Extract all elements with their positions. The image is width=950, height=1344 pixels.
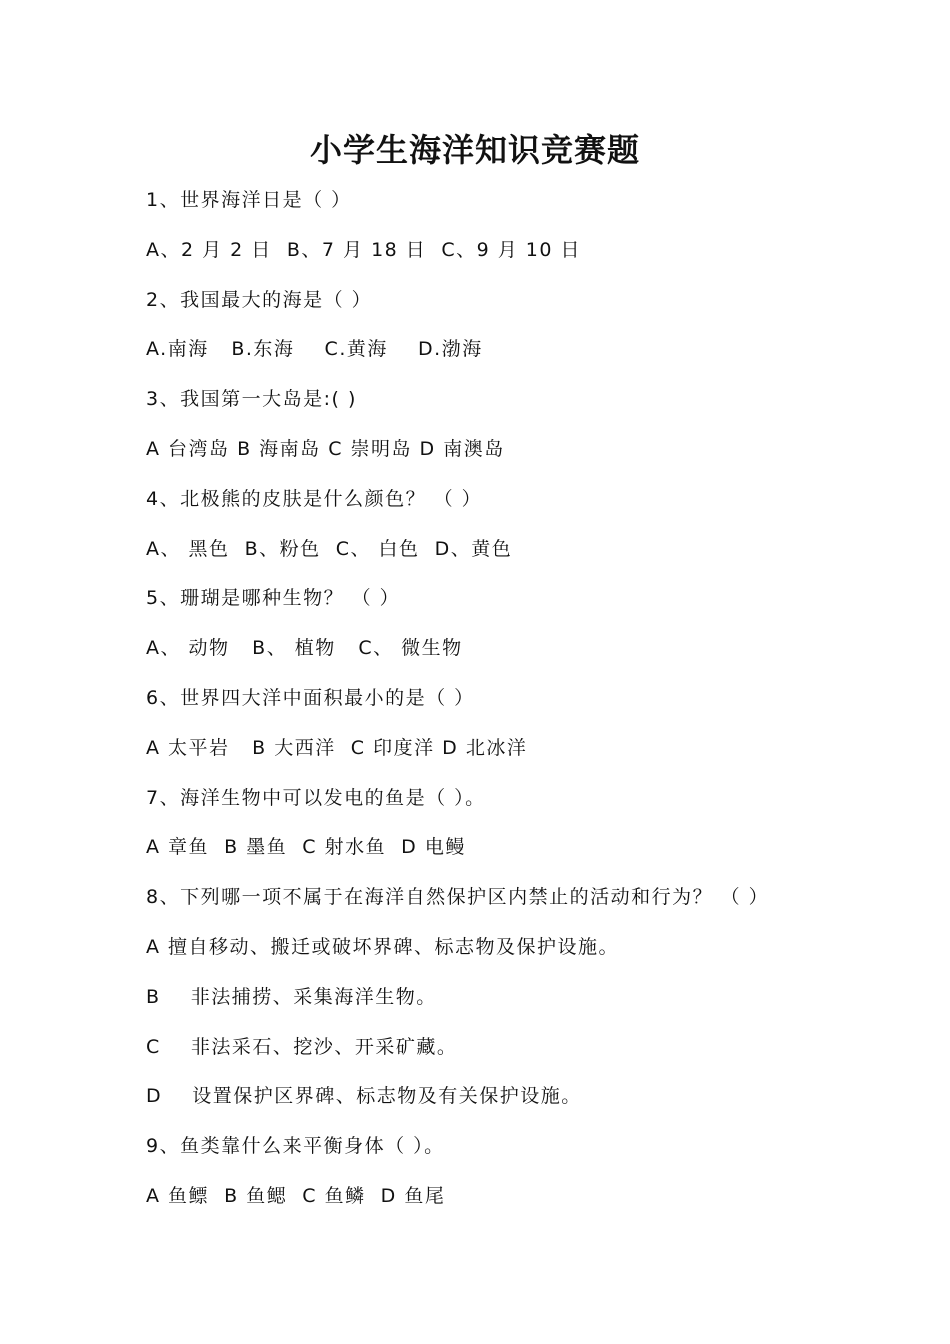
question-9: 9、鱼类靠什么来平衡身体（ ）。 (146, 1135, 445, 1158)
question-8-option-b: B 非法捕捞、采集海洋生物。 (146, 985, 437, 1008)
question-list (146, 182, 926, 1228)
question-3: 3、我国第一大岛是:( ) (146, 388, 357, 411)
question-1-options: A、2 月 2 日 B、7 月 18 日 C、9 月 10 日 (146, 238, 582, 261)
question-2: 2、我国最大的海是（ ） (146, 288, 373, 311)
question-6-options: A 太平岩 B 大西洋 C 印度洋 D 北冰洋 (146, 736, 528, 759)
question-5-options: A、 动物 B、 植物 C、 微生物 (146, 637, 463, 660)
question-7: 7、海洋生物中可以发电的鱼是（ ）。 (146, 786, 486, 809)
question-8-option-c: C 非法采石、挖沙、开采矿藏。 (146, 1035, 458, 1058)
question-6: 6、世界四大洋中面积最小的是（ ） (146, 686, 475, 709)
question-5: 5、珊瑚是哪种生物？ （ ） (146, 587, 401, 610)
question-2-options: A.南海 B.东海 C.黄海 D.渤海 (146, 338, 483, 361)
question-9-options: A 鱼鳔 B 鱼鳃 C 鱼鳞 D 鱼尾 (146, 1184, 446, 1207)
document-title: 小学生海洋知识竞赛题 (309, 131, 640, 169)
question-8-option-d: D 设置保护区界碑、标志物及有关保护设施。 (146, 1085, 582, 1108)
question-1: 1、世界海洋日是（ ） (146, 189, 352, 211)
question-8: 8、下列哪一项不属于在海洋自然保护区内禁止的活动和行为？ （ ） (146, 886, 770, 909)
question-4-options: A、 黑色 B、粉色 C、 白色 D、黄色 (146, 537, 513, 560)
question-8-option-a: A 擅自移动、搬迁或破坏界碑、标志物及保护设施。 (146, 935, 620, 958)
question-4: 4、北极熊的皮肤是什么颜色？ （ ） (146, 487, 483, 510)
question-7-options: A 章鱼 B 墨鱼 C 射水鱼 D 电鳗 (146, 836, 466, 859)
question-3-options: A 台湾岛 B 海南岛 C 崇明岛 D 南澳岛 (146, 437, 505, 460)
